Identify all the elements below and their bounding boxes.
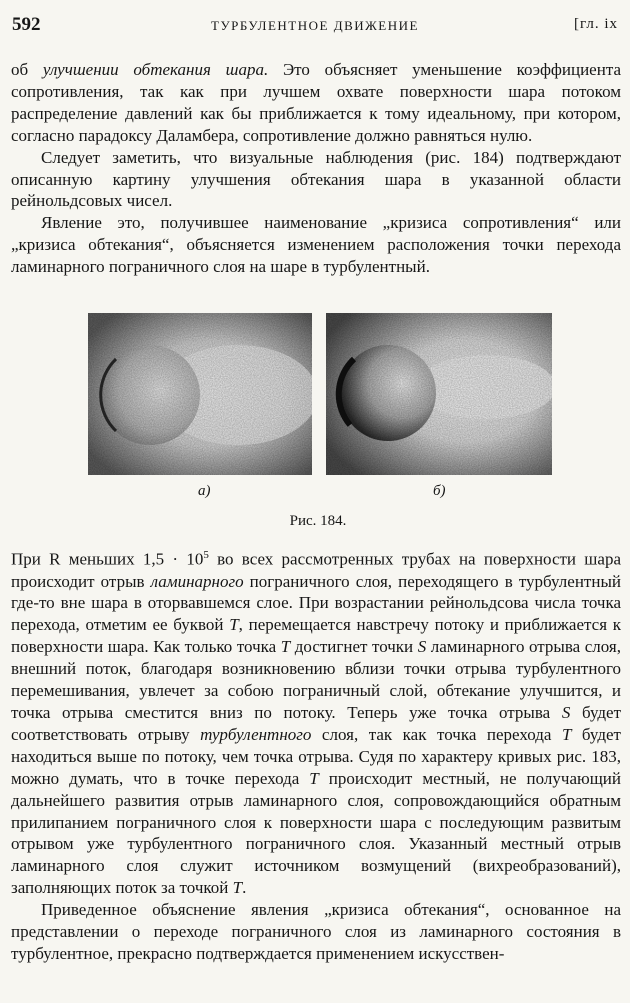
emphasis: ламинарного [150, 571, 244, 591]
variable: T [561, 724, 572, 744]
subfigure-label-a: a) [198, 483, 211, 499]
variable: S [561, 703, 571, 722]
figure-184 [88, 313, 548, 533]
figure-caption: Рис. 184. [289, 513, 347, 529]
page-header [12, 14, 618, 40]
variable: T [280, 637, 291, 657]
running-title: ТУРБУЛЕНТНОЕ ДВИЖЕНИЕ [211, 18, 419, 33]
text-block-bottom [11, 545, 621, 965]
variable: T [232, 878, 243, 898]
emphasis: турбулентного [200, 724, 312, 744]
paragraph: Приведенное объяснение явления „кризиса обтекания“, основанное на представлении о переходе пограничного слоя из ламинарного состояния в турбулентное, прекрасно подтверждается применением искусствен- [11, 900, 621, 963]
page-number: 592 [12, 14, 41, 35]
paragraph: Явление это, получившее наименование „кризиса сопротивления“ или „кризиса обтекания“, объясняется изменением расположения точки перехода ламинарного пограничного слоя на шаре в турбулентный. [11, 213, 621, 277]
paragraph: Следует заметить, что визуальные наблюдения (рис. 184) подтверждают описанную картину улучшения обтекания шара в указанной области рейнольдсовых чисел. [11, 147, 621, 211]
exponent: 5 [203, 549, 209, 561]
variable: T [309, 768, 319, 788]
text-block-top [11, 59, 621, 278]
emphasis: улучшении обтекания шара. [42, 60, 269, 79]
paragraph: об улучшении обтекания шара. Это объясняет уменьшение коэффициента сопротивления, так как при лучшем охвате поверхности шара потоком распределение давлений как бы приближается к тому идеальному, при котором, согласно парадоксу Даламбера, сопротивление должно равняться нулю. [11, 60, 621, 145]
variable: T [229, 615, 239, 635]
paragraph: При R меньших $1,5 \cdot 10^5$ во всех рассмотренных трубах на поверхности шара происходит отрыв ламинарного пограничного слоя, переходящего в турбулентный где-то вне шара в оторвавшемся слое. При возрастании рейнольдсова числа точка перехода, отметим ее буквой T, перемещается навстречу потоку и приближается к поверхности шара. Как только точка T достигнет точки S ламинарного отрыва слоя, внешний поток, благодаря возникновению вблизи точки отрыва турбулентного перемешивания, увлечет за собою пограничный слой, обтекание улучшится, и точка отрыва сместится вниз по потоку. Теперь уже точка отрыва S будет соответствовать отрыву турбулентного слоя, так как точка перехода T будет находиться выше по потоку, чем точка отрыва. Судя по характеру кривых рис. 183, можно думать, что в точке перехода T происходит местный, не получающий дальнейшего развития отрыв ламинарного слоя, сопровождающийся обратным прилипанием пограничного слоя к поверхности шара с последующим развитым отрывом уже турбулентного пограничного слоя. Указанный местный отрыв ламинарного слоя служит источником возмущений (вихреобразований), заполняющих поток за точкой T. [11, 549, 622, 898]
chapter-reference: [гл. ix [573, 16, 618, 32]
photo-b-sphere-flow [326, 313, 552, 475]
variable: S [417, 637, 427, 657]
photo-a-sphere-flow [88, 313, 312, 475]
subfigure-label-b: б) [433, 483, 446, 499]
